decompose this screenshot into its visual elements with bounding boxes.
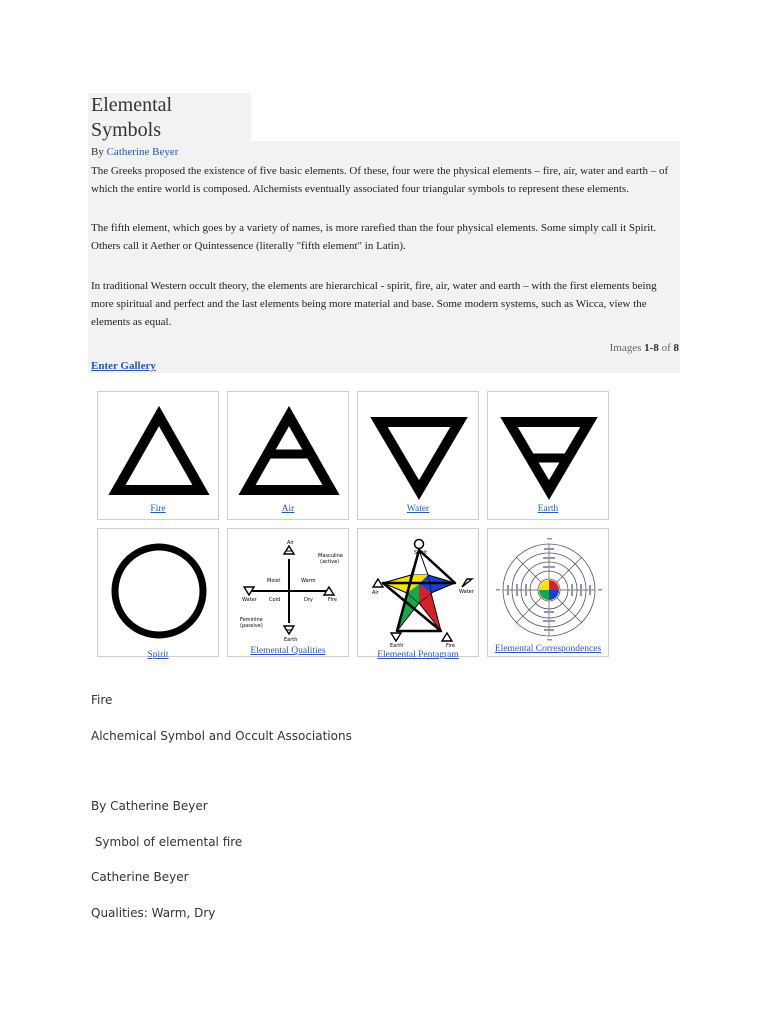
qualities-diagram-icon: [234, 535, 344, 647]
gallery-caption-air[interactable]: Air: [281, 504, 295, 514]
spirit-circle-icon: [104, 535, 214, 645]
pentagram-label-earth: Earth: [390, 643, 404, 647]
author-link[interactable]: Catherine Beyer: [106, 146, 179, 158]
gallery-tile-water[interactable]: [357, 391, 479, 520]
byline: [91, 146, 178, 158]
gallery-tile-fire[interactable]: [97, 391, 219, 520]
images-count: [610, 342, 679, 354]
image-credit: Catherine Beyer: [91, 870, 189, 884]
gallery-caption-pentagram[interactable]: Elemental Pentagram: [377, 650, 459, 660]
qualities-label-cold: Cold: [269, 597, 281, 603]
title-line-1: Elemental: [91, 94, 173, 116]
gallery-tile-pentagram[interactable]: [357, 528, 479, 660]
correspondences-wheel-icon: [494, 535, 604, 643]
gallery-tile-qualities[interactable]: [227, 528, 349, 657]
earth-triangle-icon: [494, 398, 604, 503]
images-of: of: [661, 342, 671, 354]
qualities-text: Qualities: Warm, Dry: [91, 906, 216, 920]
pentagram-label-fire: Fire: [446, 643, 455, 647]
pentagram-icon: [364, 535, 474, 647]
qualities-label-water: Water: [242, 597, 257, 603]
images-range: 1-8: [644, 342, 659, 354]
fire-triangle-icon: [104, 398, 214, 503]
gallery-tile-earth[interactable]: [487, 391, 609, 520]
image-caption: Symbol of elemental fire: [91, 835, 243, 849]
paragraph-3: In traditional Western occult theory, the elements are hierarchical - spirit, fire, air, water and earth – with the first elements being more spiritual and perfect and the last elements being more material and base. Some modern systems, such as Wicca, view the elements as equal.: [91, 280, 657, 328]
gallery-caption-qualities[interactable]: Elemental Qualities: [250, 646, 326, 656]
images-total: 8: [673, 342, 679, 354]
gallery-caption-water[interactable]: Water: [406, 504, 430, 514]
qualities-label-feminine: Feminine: [240, 617, 263, 623]
gallery-caption-earth[interactable]: Earth: [537, 504, 559, 514]
pentagram-label-water: Water: [459, 589, 474, 595]
section-heading: Fire: [91, 693, 113, 707]
qualities-label-moist: Moist: [267, 578, 281, 584]
enter-gallery-link[interactable]: Enter Gallery: [91, 360, 156, 372]
qualities-label-passive: (passive): [240, 623, 263, 629]
gallery-caption-spirit[interactable]: Spirit: [147, 650, 169, 660]
water-triangle-icon: [364, 398, 474, 503]
paragraph-1: The Greeks proposed the existence of five basic elements. Of these, four were the physical elements – fire, air, water and earth – of which the entire world is composed. Alchemists eventually associated four triangular symbols to represent these elements.: [91, 165, 669, 195]
pentagram-label-spirit: Spirit: [414, 550, 428, 556]
paragraph-2: The fifth element, which goes by a variety of names, is more rarefied than the four physical elements. Some simply call it Spirit. Others call it Aether or Quintessence (literally "fifth element" in Latin).: [91, 222, 657, 252]
section-subheading: Alchemical Symbol and Occult Associations: [91, 729, 352, 743]
gallery-tile-spirit[interactable]: [97, 528, 219, 660]
byline-prefix: By: [91, 146, 104, 158]
air-triangle-icon: [234, 398, 344, 503]
qualities-label-active: (active): [320, 559, 340, 565]
images-label: Images: [609, 342, 642, 354]
gallery-caption-fire[interactable]: Fire: [150, 504, 166, 514]
title-line-2: Symbols: [91, 119, 162, 141]
qualities-label-masculine: Masculine: [318, 553, 343, 559]
gallery-tile-air[interactable]: [227, 391, 349, 520]
gallery-tile-correspondences[interactable]: [487, 528, 609, 657]
section-byline: By Catherine Beyer: [91, 799, 208, 813]
qualities-label-air: Air: [287, 540, 294, 546]
qualities-label-earth: Earth: [284, 637, 298, 643]
gallery-caption-correspondences[interactable]: Elemental Correspondences: [494, 644, 602, 654]
page-title: [91, 93, 172, 143]
pentagram-label-air: Air: [372, 590, 379, 596]
qualities-label-warm: Warm: [301, 578, 316, 584]
qualities-label-dry: Dry: [304, 597, 313, 603]
qualities-label-fire: Fire: [328, 597, 337, 603]
